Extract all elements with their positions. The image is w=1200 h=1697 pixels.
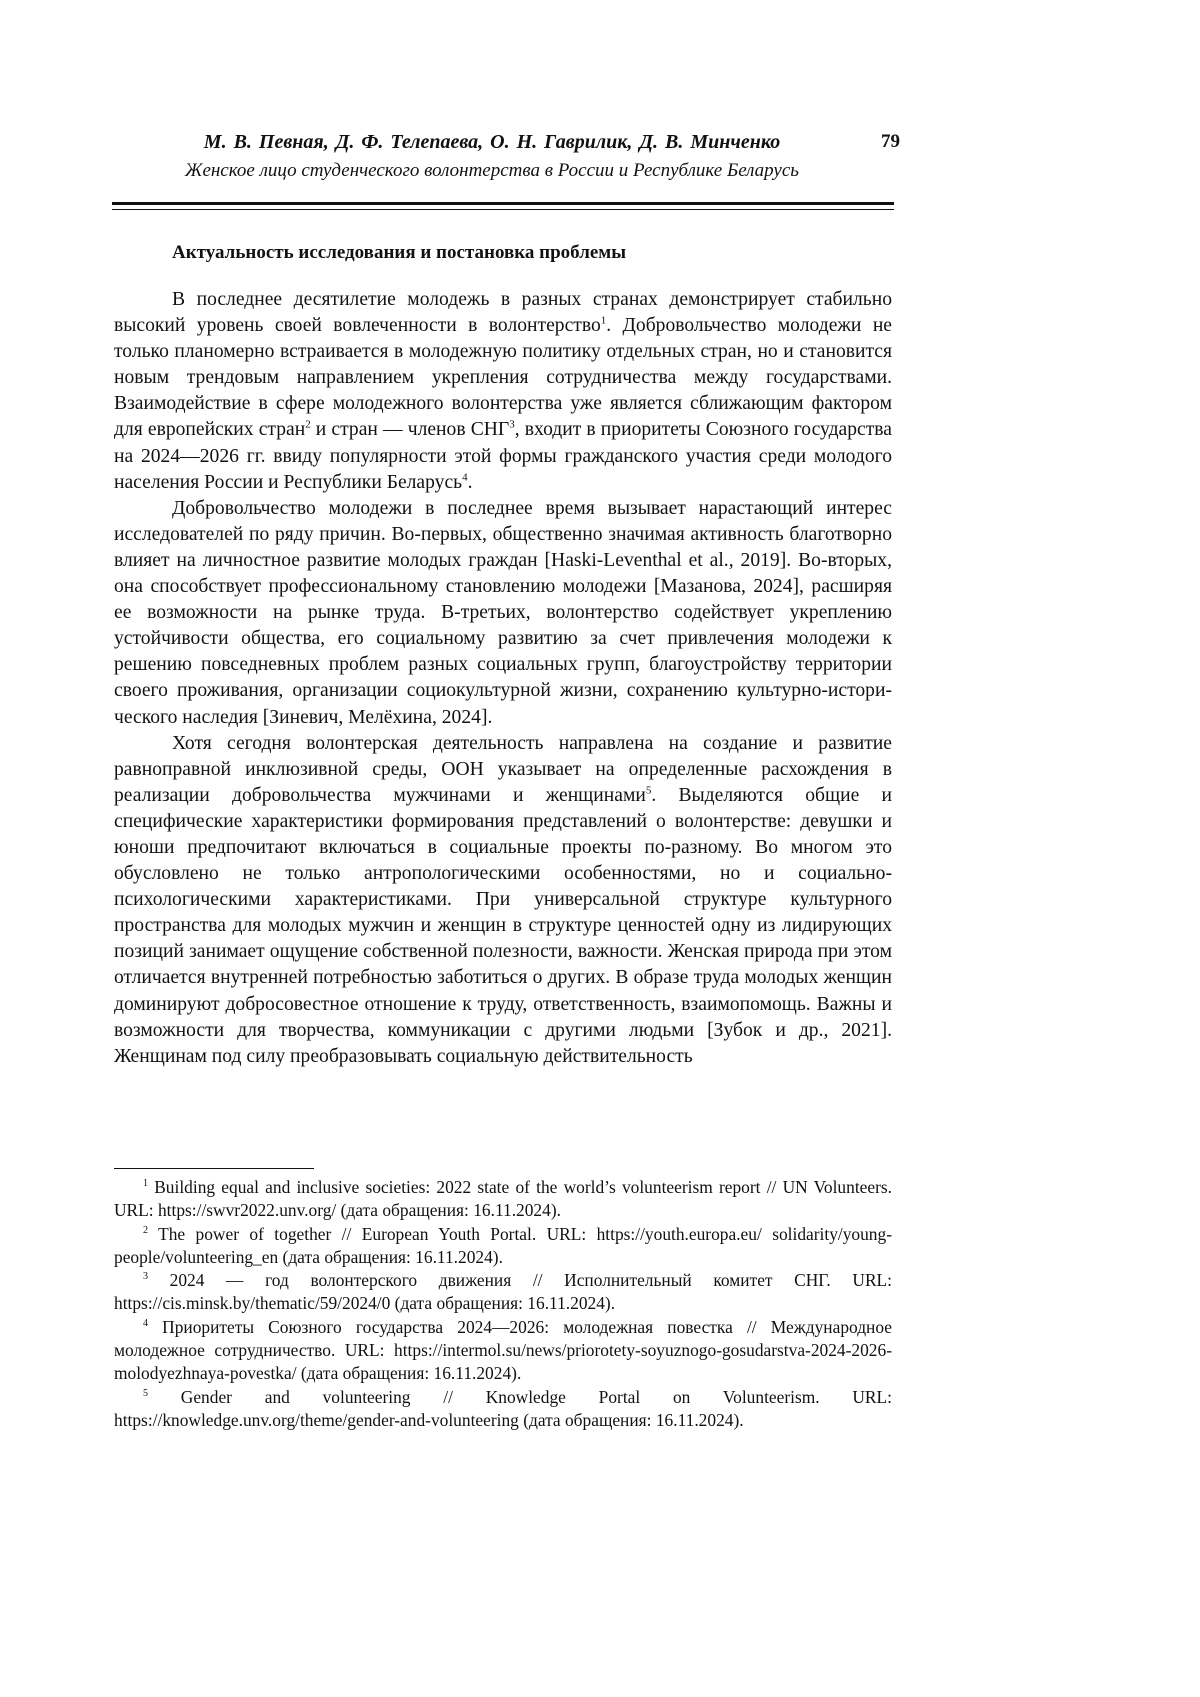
authors-line: М. В. Певная, Д. Ф. Телепаева, О. Н. Гаврилик, Д. В. Минченко [112,128,872,156]
paragraph-3 [114,731,892,1070]
footnote-text-1: Building equal and inclusive societies: 2022 state of the world’s volunteerism report // UN Volunteers. URL: https://swvr2022.unv.org/ (дата обращения: 16.11.2024). [114,1177,892,1220]
paragraph-2: Добровольчество молодежи в последнее время вызывает нарастающий ин­терес исследователей по ряду причин. Во-первых, общественно значимая актив­ность благотворно влияет на личностное развитие молодых граждан [Haski-Leventhal et al., 2019]. Во-вторых, она способствует профессиональному станов­лению молодежи [Мазанова, 2024], расширяя ее возможности на рынке труда. В-третьих, волонтерство содействует укреплению устойчивости общества, его социальному развитию за счет привлечения молодежи к решению повседневных проблем разных социальных групп, благоустройству территории своего прожи­вания, организации социокультурной жизни, сохранению культурно-истори­ческого наследия [Зиневич, Мелёхина, 2024]. [114,496,892,731]
paragraph-1-text-b: . Добровольчество молодежи не только планомерно встраивается в молодежную политику отдель­ных стран, но и становится новым трендовым направлением укрепления сотруд­ничества между государствами. Взаимодействие в сфере молодежного волон­терства уже является сближающим фактором для европейских стран [114,315,892,440]
running-title: Женское лицо студенческого волонтерства в России и Республике Беларусь [112,158,872,184]
paragraph-1 [114,287,892,496]
journal-page [0,0,1200,1697]
footnote-5 [114,1386,892,1433]
paragraph-1-text-d: , входит в приоритеты Союзного государства на 2024—2026 гг. ввиду популярности этой формы гражданского участия среди молодого населе­ния России и Республики Беларусь [114,419,892,492]
footnote-num-5: 5 [143,1388,148,1399]
footnote-num-3: 3 [143,1271,148,1282]
footnote-num-4: 4 [143,1318,148,1329]
section-heading: Актуальность исследования и постановка проблемы [172,240,626,266]
footnote-text-2: The power of together // European Youth Portal. URL: https://youth.europa.eu/ solidarity/young-people/volunteering_en (дата обращения: 16.11.2024). [114,1224,892,1267]
footnote-separator [114,1168,314,1169]
main-body [114,287,892,1070]
footnote-ref-2[interactable]: 2 [305,419,311,431]
header-rule-thin [112,209,894,210]
paragraph-3-text-b: . Выделяют­ся общие и специфические характеристики формирования представлений о волонтерстве: девушки и юноши предпочитают включаться в социальные про­екты по-разному. Во многом это обусловлено не только антропологическими особенностями, но и социально-психологическими характеристиками. При уни­версальной структуре культурного пространства для молодых мужчин и жен­щин в структуре ценностей одну из лидирующих позиций занимает ощущение собственной полезности, важности. Женская природа при этом отличается внут­ренней потребностью заботиться о других. В образе труда молодых женщин до­минируют добросовестное отношение к труду, ответственность, взаимопомощь. Важны и возможности для творчества, коммуникации с другими людьми [Зубок и др., 2021]. Женщинам под силу преобразовывать социальную действительность [114,785,892,1067]
paragraph-1-text-e: . [468,472,473,493]
footnote-3 [114,1269,892,1316]
footnote-num-2: 2 [143,1225,148,1236]
footnote-ref-4[interactable]: 4 [462,471,468,483]
paragraph-3-text-a: Хотя сегодня волонтерская деятельность направлена на создание и разви­тие равноправной инклюзивной среды, ООН указывает на определенные рас­хождения в реализации добровольчества мужчинами и женщинами [114,733,892,806]
footnote-ref-5[interactable]: 5 [646,784,652,796]
footnote-text-5: Gender and volunteering // Knowledge Portal on Volunteerism. URL: https://knowledge.unv.org/theme/gender-and-volunteering (дата обращения: 16.11.2024). [114,1387,892,1430]
footnote-ref-3[interactable]: 3 [509,419,515,431]
footnote-ref-1[interactable]: 1 [601,315,607,327]
paragraph-1-text-a: В последнее десятилетие молодежь в разных странах демонстрирует ста­бильно высокий уровень своей вовлеченности в волонтерство [114,289,892,336]
footnotes [114,1176,892,1432]
header-rule-thick [112,202,894,205]
footnote-num-1: 1 [143,1178,148,1189]
footnote-4 [114,1316,892,1386]
page-number: 79 [872,128,900,156]
footnote-text-4: Приоритеты Союзного государства 2024—2026: молодежная повестка // Международное молодежное сотрудничество. URL: https://intermol.su/news/priorotety-soyuznogo-gosudarstva-2024-2026-molodyezhnaya-povestka/ (дата обращения: 16.11.2024). [114,1317,892,1384]
paragraph-1-text-c: и стран — членов СНГ [311,419,510,440]
footnote-text-3: 2024 — год волонтерского движения // Исполнительный комитет СНГ. URL: https://cis.minsk.by/thematic/59/2024/0 (дата обращения: 16.11.2024). [114,1270,892,1313]
footnote-2 [114,1223,892,1270]
footnote-1 [114,1176,892,1223]
